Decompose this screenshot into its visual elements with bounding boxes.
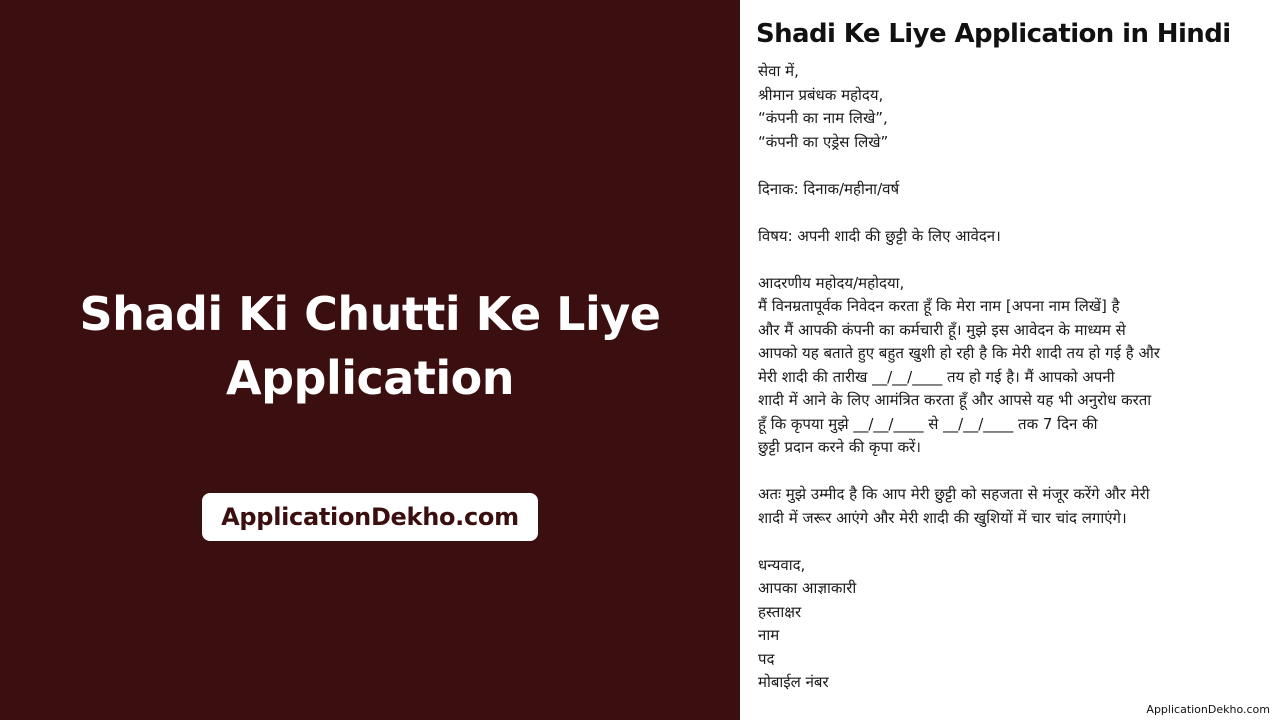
document-title: Shadi Ke Liye Application in Hindi	[756, 19, 1231, 49]
spacer	[758, 201, 1270, 225]
address-line: श्रीमान प्रबंधक महोदय,	[758, 85, 884, 104]
main-title	[40, 282, 700, 410]
salutation: आदरणीय महोदय/महोदया,	[758, 273, 905, 292]
signoff-block	[758, 554, 1270, 695]
body-line: मैं विनम्रतापूर्वक निवेदन करता हूँ कि मेरा नाम [अपना नाम लिखें] है	[758, 297, 1120, 315]
address-line: सेवा में,	[758, 62, 799, 80]
spacer	[758, 154, 1270, 178]
address-block	[758, 60, 1270, 154]
letter-body	[758, 60, 1270, 695]
letter-document	[740, 0, 1280, 720]
body-line: मेरी शादी की तारीख __/__/____ तय हो गई है। मैं आपको अपनी	[758, 367, 1115, 386]
body-line: छुट्टी प्रदान करने की कृपा करें।	[758, 438, 921, 456]
main-title-line-2: Application	[226, 351, 514, 405]
closing-paragraph	[758, 483, 1270, 530]
closing-line: अतः मुझे उम्मीद है कि आप मेरी छुट्टी को सहजता से मंजूर करेंगे और मेरी	[758, 485, 1150, 503]
main-title-line-1: Shadi Ki Chutti Ke Liye	[79, 287, 661, 341]
body-paragraph	[758, 295, 1270, 460]
signoff-line: आपका आज्ञाकारी	[758, 579, 857, 597]
signoff-line: मोबाईल नंबर	[758, 673, 829, 691]
body-line: आपको यह बताते हुए बहुत खुशी हो रही है कि मेरी शादी तय हो गई है और	[758, 344, 1160, 362]
address-line: “कंपनी का नाम लिखे”,	[758, 109, 888, 127]
spacer	[758, 460, 1270, 484]
closing-line: शादी में जरूर आएंगे और मेरी शादी की खुशियों में चार चांद लगाएंगे।	[758, 508, 1127, 527]
site-badge: ApplicationDekho.com	[202, 493, 538, 541]
signoff-line: पद	[758, 649, 775, 668]
body-line: और मैं आपकी कंपनी का कर्मचारी हूँ। मुझे इस आवेदन के माध्यम से	[758, 320, 1126, 339]
spacer	[758, 248, 1270, 272]
spacer	[758, 530, 1270, 554]
body-line: शादी में आने के लिए आमंत्रित करता हूँ और आपसे यह भी अनुरोध करता	[758, 391, 1152, 409]
footer-credit: ApplicationDekho.com	[1146, 703, 1270, 716]
subject-line: विषय: अपनी शादी की छुट्टी के लिए आवेदन।	[758, 226, 1001, 245]
address-line: “कंपनी का एड्रेस लिखे”	[758, 132, 889, 151]
date-line: दिनाक: दिनाक/महीना/वर्ष	[758, 179, 900, 198]
signoff-line: नाम	[758, 626, 780, 644]
signoff-line: धन्यवाद,	[758, 555, 806, 574]
body-line: हूँ कि कृपया मुझे __/__/____ से __/__/____ तक 7 दिन की	[758, 414, 1098, 433]
signoff-line: हस्ताक्षर	[758, 602, 802, 621]
